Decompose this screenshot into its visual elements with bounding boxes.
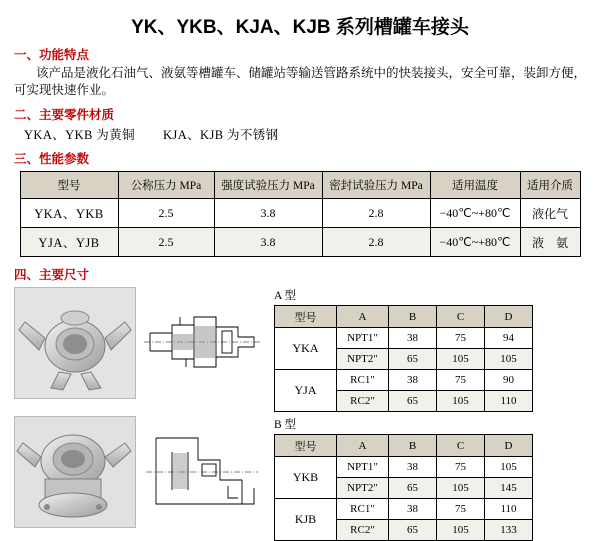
cell-a: RC2" — [337, 520, 389, 541]
cell-model: YJA、YJB — [20, 228, 118, 257]
col-header-d: D — [485, 306, 533, 328]
col-header-d: D — [485, 435, 533, 457]
dimension-block-b — [274, 416, 533, 541]
section-body-features — [14, 65, 586, 99]
materials-left: YKA、YKB 为黄铜 — [24, 128, 135, 142]
cell-model-group: YKA — [275, 328, 337, 370]
performance-table — [20, 171, 581, 257]
cell-d: 133 — [485, 520, 533, 541]
table-header-row — [20, 172, 580, 199]
cell-b: 65 — [389, 520, 437, 541]
cell-d: 105 — [485, 349, 533, 370]
cell-c: 105 — [437, 478, 485, 499]
cell-model-group: KJB — [275, 499, 337, 541]
col-header-medium: 适用介质 — [520, 172, 580, 199]
cell-medium: 液化气 — [520, 199, 580, 228]
type-label-b: B 型 — [274, 419, 297, 431]
cell-temp: −40℃~+80℃ — [430, 228, 520, 257]
cell-a: NPT2" — [337, 478, 389, 499]
section-heading-features: 一、功能特点 — [14, 48, 90, 62]
cell-a: NPT2" — [337, 349, 389, 370]
table-row — [275, 370, 533, 391]
table-row — [20, 199, 580, 228]
section-heading-performance: 三、性能参数 — [14, 152, 90, 166]
drawing-type-a — [142, 287, 262, 397]
cell-model-group: YKB — [275, 457, 337, 499]
cell-a: RC1" — [337, 499, 389, 520]
figures-area — [0, 287, 600, 541]
cell-b: 38 — [389, 457, 437, 478]
cell-c: 75 — [437, 499, 485, 520]
cell-temp: −40℃~+80℃ — [430, 199, 520, 228]
section-heading-materials: 二、主要零件材质 — [14, 108, 115, 122]
col-header-a: A — [337, 435, 389, 457]
cell-d: 90 — [485, 370, 533, 391]
cell-strength: 3.8 — [214, 228, 322, 257]
figure-row-b — [14, 416, 600, 541]
cell-a: RC2" — [337, 391, 389, 412]
cell-a: NPT1" — [337, 328, 389, 349]
cell-c: 105 — [437, 391, 485, 412]
dimension-table-b — [274, 434, 533, 541]
cell-medium: 液 氨 — [520, 228, 580, 257]
cell-b: 65 — [389, 349, 437, 370]
section-heading-dimensions: 四、主要尺寸 — [14, 268, 90, 282]
col-header-c: C — [437, 435, 485, 457]
cell-c: 75 — [437, 328, 485, 349]
materials-right: KJA、KJB 为不锈钢 — [163, 128, 279, 142]
dimension-table-a — [274, 305, 533, 412]
cell-seal: 2.8 — [322, 199, 430, 228]
col-header-model: 型号 — [275, 435, 337, 457]
col-header-a: A — [337, 306, 389, 328]
table-row — [275, 328, 533, 349]
cell-d: 94 — [485, 328, 533, 349]
cell-c: 75 — [437, 457, 485, 478]
col-header-temperature: 适用温度 — [430, 172, 520, 199]
page-title: YK、YKB、KJA、KJB 系列槽罐车接头 — [131, 17, 469, 38]
features-text: 该产品是液化石油气、液氨等槽罐车、储罐站等输送管路系统中的快装接头，安全可靠，装卸方便，可实现快速作业。 — [14, 66, 587, 97]
materials-line — [24, 125, 600, 143]
cell-model: YKA、YKB — [20, 199, 118, 228]
cell-d: 105 — [485, 457, 533, 478]
cell-b: 65 — [389, 478, 437, 499]
cell-model-group: YJA — [275, 370, 337, 412]
cell-d: 110 — [485, 499, 533, 520]
table-row — [20, 228, 580, 257]
type-label-a: A 型 — [274, 290, 297, 302]
cell-d: 145 — [485, 478, 533, 499]
figure-row-a — [14, 287, 600, 412]
cell-b: 38 — [389, 328, 437, 349]
cell-b: 38 — [389, 370, 437, 391]
col-header-b: B — [389, 306, 437, 328]
col-header-model: 型号 — [275, 306, 337, 328]
table-header-row — [275, 435, 533, 457]
col-header-c: C — [437, 306, 485, 328]
cell-a: RC1" — [337, 370, 389, 391]
col-header-seal-pressure: 密封试验压力 MPa — [322, 172, 430, 199]
col-header-strength-pressure: 强度试验压力 MPa — [214, 172, 322, 199]
drawing-type-b — [142, 416, 262, 526]
photo-type-a — [14, 287, 136, 399]
cell-nominal: 2.5 — [118, 199, 214, 228]
photo-type-b — [14, 416, 136, 528]
cell-d: 110 — [485, 391, 533, 412]
cell-c: 75 — [437, 370, 485, 391]
cell-b: 38 — [389, 499, 437, 520]
cell-strength: 3.8 — [214, 199, 322, 228]
table-row — [275, 499, 533, 520]
dimension-block-a — [274, 287, 533, 412]
cell-seal: 2.8 — [322, 228, 430, 257]
col-header-model: 型号 — [20, 172, 118, 199]
cell-b: 65 — [389, 391, 437, 412]
cell-nominal: 2.5 — [118, 228, 214, 257]
col-header-b: B — [389, 435, 437, 457]
table-row — [275, 457, 533, 478]
cell-c: 105 — [437, 349, 485, 370]
cell-c: 105 — [437, 520, 485, 541]
cell-a: NPT1" — [337, 457, 389, 478]
col-header-nominal-pressure: 公称压力 MPa — [118, 172, 214, 199]
table-header-row — [275, 306, 533, 328]
